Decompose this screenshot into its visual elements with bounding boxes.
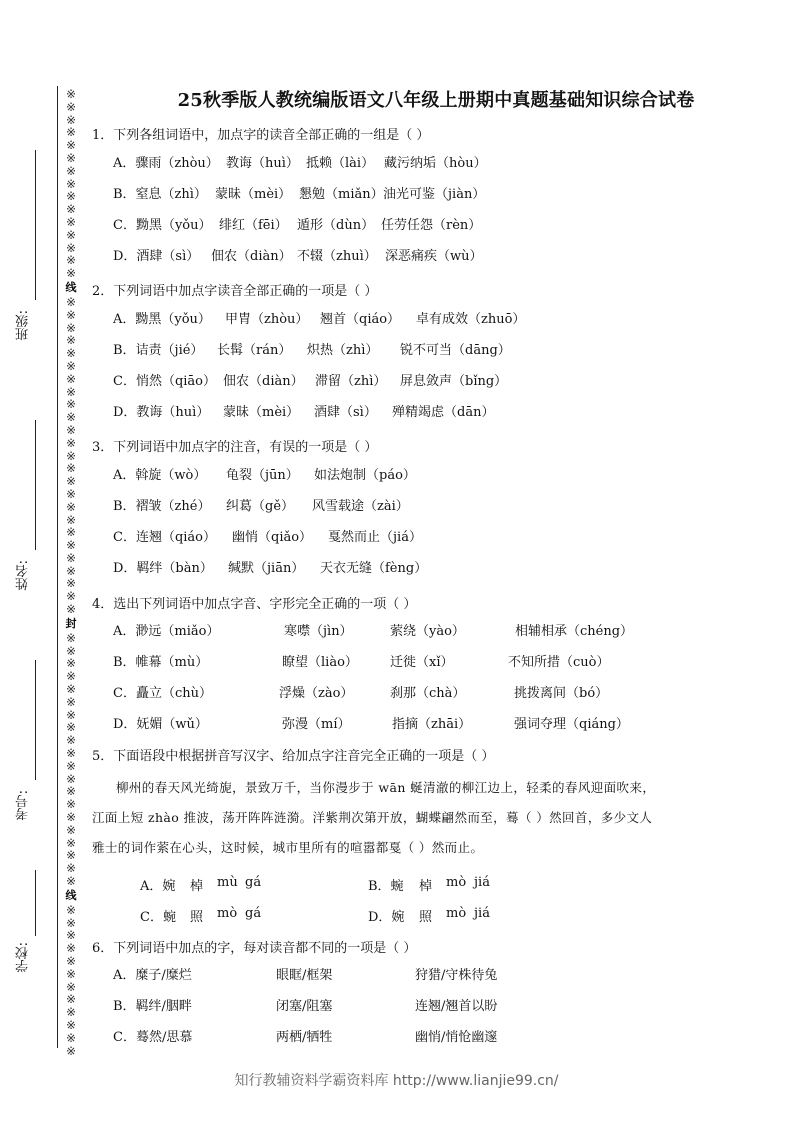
q5-option-a-letter: A．婉 xyxy=(140,879,176,894)
binding-star: ※ xyxy=(65,333,77,348)
q3-option-a-3: 如法炮制（páo） xyxy=(314,468,416,483)
q4-option-c-3: 刹那（chà） xyxy=(390,686,466,701)
binding-star: ※ xyxy=(65,928,77,943)
binding-star: ※ xyxy=(65,758,77,773)
q2-option-a-1: A．黝黑（yǒu） xyxy=(113,312,211,327)
name-label: 姓名: xyxy=(16,560,31,591)
binding-star: ※ xyxy=(65,797,77,812)
q3-option-b-1: B．褶皱（zhé） xyxy=(113,499,211,514)
binding-marker: 线 xyxy=(65,888,77,902)
binding-star: ※ xyxy=(65,410,77,425)
q2-option-d-4: 殚精竭虑（dān） xyxy=(392,405,495,420)
binding-star: ※ xyxy=(65,307,77,322)
q5-option-c-char: 照 xyxy=(190,910,204,925)
question-6-stem: 6．下列词语中加点的字，每对读音都不同的一项是（ ） xyxy=(92,941,417,956)
binding-star: ※ xyxy=(65,435,77,450)
q2-option-b-3: 炽热（zhì） xyxy=(307,343,379,358)
binding-star: ※ xyxy=(65,810,77,825)
q4-option-a-3: 萦绕（yào） xyxy=(390,624,465,639)
binding-star: ※ xyxy=(65,176,77,191)
q4-option-b-1: B．帷幕（mù） xyxy=(113,655,209,670)
q1-option-a-2: 教诲（huì） xyxy=(226,156,299,171)
q4-option-c-1: C．矗立（chù） xyxy=(113,686,212,701)
footer-watermark: 知行教辅资料学霸资料库 http://www.lianjie99.cn/ xyxy=(234,1073,559,1089)
q2-option-d-1: D．教诲（huì） xyxy=(113,405,210,420)
binding-star: ※ xyxy=(65,656,77,671)
q1-option-c-2: 绯红（fēi） xyxy=(219,218,288,233)
binding-star: ※ xyxy=(65,320,77,335)
binding-star: ※ xyxy=(65,227,77,242)
q2-option-a-4: 卓有成效（zhuō） xyxy=(416,312,526,327)
q6-option-c-3: 幽悄/悄怆幽邃 xyxy=(415,1030,498,1045)
binding-star: ※ xyxy=(65,525,77,540)
q1-option-b-1: B．窒息（zhì） xyxy=(113,187,207,202)
binding-star: ※ xyxy=(65,979,77,994)
q5-passage-line-2: 江面上短 zhào 推波，荡开阵阵涟漪。洋紫荆次第开放，蝴蝶翩然而至，蓦（ ）然回首，多少文人 xyxy=(92,810,653,825)
binding-star: ※ xyxy=(65,112,77,127)
binding-star: ※ xyxy=(65,138,77,153)
binding-star: ※ xyxy=(65,861,77,876)
binding-star: ※ xyxy=(65,163,77,178)
q2-option-a-2: 甲胄（zhòu） xyxy=(225,312,309,327)
school-underline xyxy=(35,870,36,936)
binding-star: ※ xyxy=(65,643,77,658)
binding-star: ※ xyxy=(65,1005,77,1020)
school-field xyxy=(14,870,44,980)
q2-option-b-1: B．诘责（jié） xyxy=(113,343,204,358)
name-underline xyxy=(35,420,36,550)
q6-option-c-1: C．蓦然/思慕 xyxy=(113,1030,193,1045)
binding-star: ※ xyxy=(65,784,77,799)
binding-star: ※ xyxy=(65,99,77,114)
binding-star: ※ xyxy=(65,822,77,837)
q5-option-a-pinyin-2: gá xyxy=(245,875,262,890)
binding-star: ※ xyxy=(65,384,77,399)
question-4-stem: 4．选出下列词语中加点字音、字形完全正确的一项（ ） xyxy=(92,597,417,612)
binding-marker: 封 xyxy=(65,616,77,630)
binding-line xyxy=(57,86,58,1048)
binding-star: ※ xyxy=(65,915,77,930)
binding-star: ※ xyxy=(65,954,77,968)
q4-option-d-4: 强词夺理（qiáng） xyxy=(514,717,629,732)
q1-option-d-3: 不辍（zhuì） xyxy=(297,249,377,264)
q3-option-d-1: D．羁绊（bàn） xyxy=(113,561,213,576)
q6-option-c-2: 两栖/牺牲 xyxy=(276,1030,333,1045)
q4-option-b-3: 迁徙（xǐ） xyxy=(390,655,454,670)
q4-option-d-2: 弥漫（mí） xyxy=(282,717,351,732)
q1-option-b-4: 油光可鉴（jiàn） xyxy=(383,187,486,202)
q5-option-b-char: 棹 xyxy=(419,879,433,894)
exam-number-field xyxy=(14,660,44,850)
q5-passage-line-1: 柳州的春天风光绮旎，景致万千，当你漫步于 wān 蜒清澈的柳江边上，轻柔的春风迎面吹来， xyxy=(116,780,656,795)
binding-stars xyxy=(63,88,79,1057)
q2-option-b-2: 长髯（rán） xyxy=(217,343,292,358)
q4-option-c-4: 挑拨离间（bó） xyxy=(514,686,609,701)
q5-option-d-char: 照 xyxy=(419,910,433,925)
binding-star: ※ xyxy=(65,266,77,281)
q5-option-a-pinyin-1: mù xyxy=(217,875,238,890)
binding-star: ※ xyxy=(65,835,77,850)
binding-star: ※ xyxy=(65,499,77,514)
q1-option-c-3: 遁形（dùn） xyxy=(297,218,375,233)
q5-option-c-pinyin-1: mò xyxy=(217,906,238,921)
q4-option-a-2: 寒噤（jìn） xyxy=(284,624,353,639)
binding-star: ※ xyxy=(65,358,77,373)
q5-option-d-pinyin-1: mò xyxy=(446,906,467,921)
binding-star: ※ xyxy=(65,214,77,229)
binding-star: ※ xyxy=(65,992,77,1007)
q3-option-d-2: 缄默（jiān） xyxy=(228,561,305,576)
q5-option-b-letter: B．蜿 xyxy=(368,879,404,894)
q5-option-d-letter: D．婉 xyxy=(368,910,405,925)
q3-option-b-2: 纠葛（gě） xyxy=(226,499,295,514)
binding-star: ※ xyxy=(65,630,77,645)
q1-option-d-1: D．酒肆（sì） xyxy=(113,249,200,264)
binding-star: ※ xyxy=(65,669,77,684)
q5-option-a-char: 棹 xyxy=(190,879,204,894)
q2-option-c-1: C．悄然（qiāo） xyxy=(113,374,217,389)
q4-option-b-2: 瞭望（liào） xyxy=(282,655,358,670)
q6-option-b-3: 连翘/翘首以盼 xyxy=(415,999,498,1014)
q3-option-a-2: 龟裂（jūn） xyxy=(226,468,299,483)
q4-option-b-4: 不知所措（cuò） xyxy=(508,655,610,670)
q6-option-a-3: 狩猎/守株待兔 xyxy=(415,968,498,983)
q1-option-d-2: 佃农（diàn） xyxy=(211,249,292,264)
exam-number-label: 考号: xyxy=(16,790,31,821)
binding-star: ※ xyxy=(65,589,77,604)
q2-option-a-3: 翘首（qiáo） xyxy=(320,312,401,327)
binding-star: ※ xyxy=(65,602,77,617)
q6-option-a-1: A．糜子/糜烂 xyxy=(113,968,192,983)
binding-star: ※ xyxy=(65,486,77,501)
q2-option-c-2: 佃农（diàn） xyxy=(223,374,304,389)
q1-option-a-3: 抵赖（lài） xyxy=(306,156,375,171)
exam-title: 25秋季版人教统编版语文八年级上册期中真题基础知识综合试卷 xyxy=(177,90,695,111)
q1-option-c-4: 任劳任怨（rèn） xyxy=(381,218,482,233)
q6-option-a-2: 眼眶/框架 xyxy=(276,968,333,983)
binding-star: ※ xyxy=(65,874,77,889)
binding-star: ※ xyxy=(65,150,77,165)
binding-star: ※ xyxy=(65,746,77,761)
q2-option-b-4: 锐不可当（dāng） xyxy=(400,343,511,358)
binding-star: ※ xyxy=(65,1017,77,1032)
binding-star: ※ xyxy=(65,707,77,722)
binding-star: ※ xyxy=(65,240,77,255)
question-3-stem: 3．下列词语中加点字的注音，有误的一项是（ ） xyxy=(92,440,378,455)
q1-option-a-1: A．骤雨（zhòu） xyxy=(113,156,219,171)
q5-passage-line-3: 雅士的词作萦在心头，这时候，城市里所有的喧嚣都戛（ ）然而止。 xyxy=(92,840,484,855)
binding-star: ※ xyxy=(65,563,77,578)
binding-star: ※ xyxy=(65,694,77,709)
class-underline xyxy=(35,150,36,300)
q3-option-c-2: 幽悄（qiǎo） xyxy=(232,530,313,545)
binding-star: ※ xyxy=(65,461,77,476)
q6-option-b-1: B．羁绊/胭畔 xyxy=(113,999,192,1014)
binding-star: ※ xyxy=(65,733,77,748)
binding-star: ※ xyxy=(65,576,77,591)
q1-option-c-1: C．黝黑（yǒu） xyxy=(113,218,212,233)
q4-option-d-1: D．妩媚（wǔ） xyxy=(113,717,208,732)
binding-star: ※ xyxy=(65,538,77,553)
exam-number-underline xyxy=(35,660,36,780)
q5-option-c-pinyin-2: gá xyxy=(245,906,262,921)
q1-option-d-4: 深恶痛疾（wù） xyxy=(385,249,483,264)
question-2-stem: 2．下列词语中加点字读音全部正确的一项是（ ） xyxy=(92,284,378,299)
binding-star: ※ xyxy=(65,448,77,463)
binding-star: ※ xyxy=(65,941,77,956)
name-field xyxy=(14,420,44,610)
binding-star: ※ xyxy=(65,550,77,565)
q4-option-c-2: 浮燥（zào） xyxy=(279,686,354,701)
binding-star: ※ xyxy=(65,202,77,217)
q2-option-c-4: 屏息敛声（bǐng） xyxy=(400,374,508,389)
q3-option-d-3: 天衣无缝（fèng） xyxy=(320,561,428,576)
binding-star: ※ xyxy=(65,1043,77,1058)
binding-star: ※ xyxy=(65,397,77,412)
q5-option-d-pinyin-2: jiá xyxy=(474,906,490,921)
binding-star: ※ xyxy=(65,371,77,386)
school-label: 学校: xyxy=(16,942,31,973)
question-1-stem: 1．下列各组词语中，加点字的读音全部正确的一组是（ ） xyxy=(92,128,430,143)
q5-option-b-pinyin-1: mò xyxy=(446,875,467,890)
q1-option-b-3: 懇勉（miǎn） xyxy=(299,187,384,202)
q3-option-c-3: 戛然而止（jiá） xyxy=(328,530,422,545)
q1-option-b-2: 蒙昧（mèi） xyxy=(215,187,292,202)
q5-option-c-letter: C．蜿 xyxy=(140,910,176,925)
q3-option-a-1: A．斡旋（wò） xyxy=(113,468,207,483)
binding-star: ※ xyxy=(65,87,77,101)
binding-star: ※ xyxy=(65,966,77,981)
binding-star: ※ xyxy=(65,1030,77,1045)
binding-star: ※ xyxy=(65,902,77,917)
q2-option-d-2: 蒙昧（mèi） xyxy=(223,405,300,420)
q2-option-c-3: 滞留（zhì） xyxy=(315,374,387,389)
binding-star: ※ xyxy=(65,848,77,863)
binding-star: ※ xyxy=(65,125,77,140)
question-5-stem: 5．下面语段中根据拼音写汉字、给加点字注音完全正确的一项是（ ） xyxy=(92,749,495,764)
q4-option-d-3: 指摘（zhāi） xyxy=(392,717,472,732)
q3-option-b-3: 风雪载途（zài） xyxy=(312,499,409,514)
binding-star: ※ xyxy=(65,294,77,309)
binding-star: ※ xyxy=(65,422,77,437)
q6-option-b-2: 闭塞/阻塞 xyxy=(276,999,333,1014)
binding-star: ※ xyxy=(65,512,77,527)
q4-option-a-1: A．渺远（miǎo） xyxy=(113,624,220,639)
binding-star: ※ xyxy=(65,474,77,489)
q1-option-a-4: 藏污纳垢（hòu） xyxy=(384,156,487,171)
binding-star: ※ xyxy=(65,253,77,268)
binding-star: ※ xyxy=(65,682,77,697)
q5-option-b-pinyin-2: jiá xyxy=(474,875,490,890)
q2-option-d-3: 酒肆（sì） xyxy=(314,405,377,420)
binding-marker: 线 xyxy=(65,280,77,294)
binding-star: ※ xyxy=(65,771,77,786)
binding-star: ※ xyxy=(65,720,77,735)
q3-option-c-1: C．连翘（qiáo） xyxy=(113,530,217,545)
q4-option-a-4: 相辅相承（chéng） xyxy=(515,624,634,639)
binding-star: ※ xyxy=(65,189,77,204)
class-label: 班级: xyxy=(16,310,31,341)
binding-star: ※ xyxy=(65,346,77,361)
class-field xyxy=(14,150,44,360)
